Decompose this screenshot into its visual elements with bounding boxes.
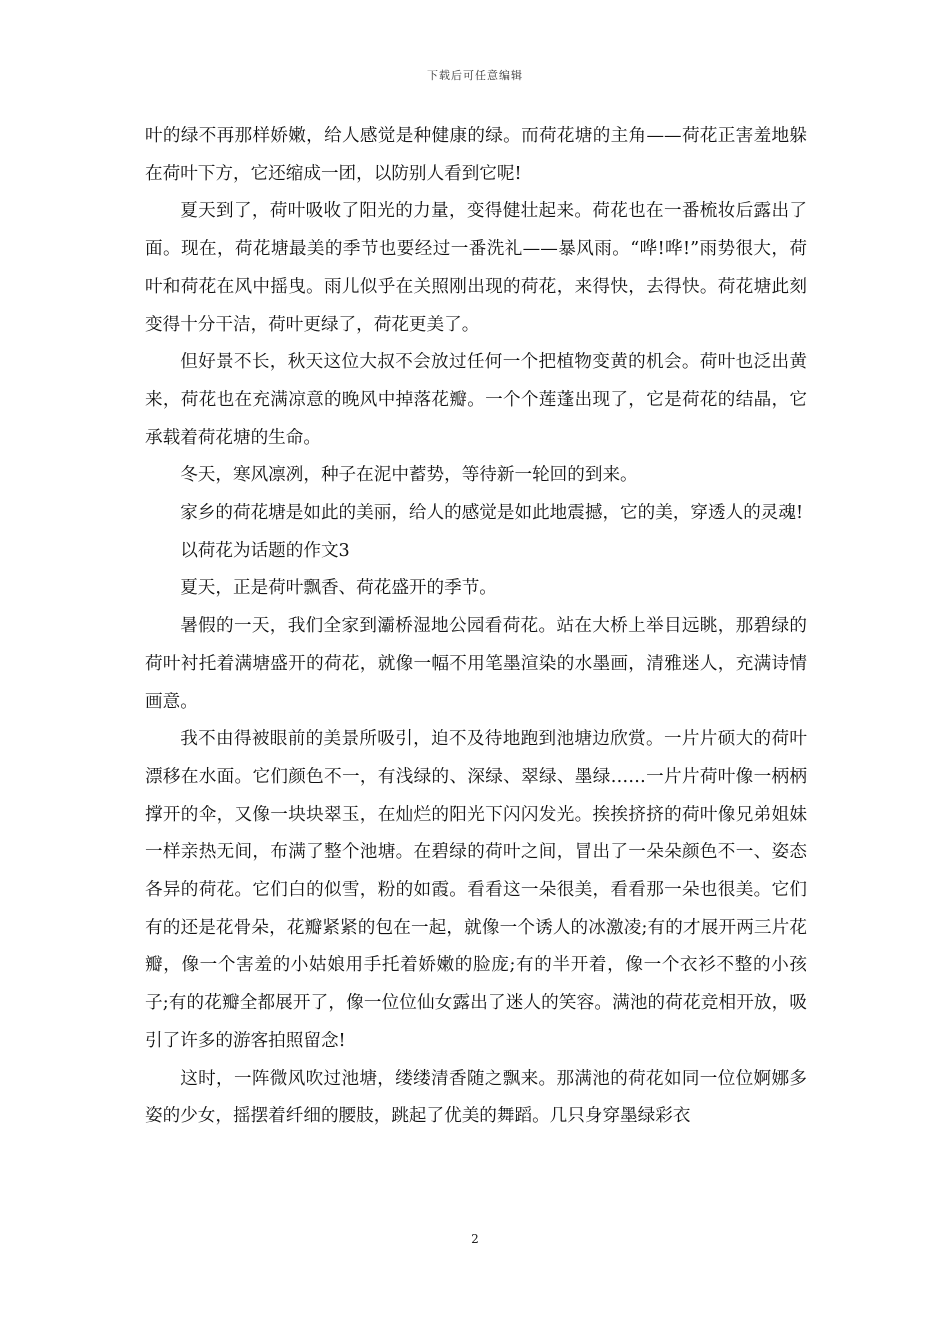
- paragraph-7: 暑假的一天，我们全家到灞桥湿地公园看荷花。站在大桥上举目远眺，那碧绿的荷叶衬托着满塘盛开的荷花，就像一幅不用笔墨渲染的水墨画，清雅迷人，充满诗情画意。: [145, 616, 807, 712]
- paragraph-1: 叶的绿不再那样娇嫩，给人感觉是种健康的绿。而荷花塘的主角——荷花正害羞地躲在荷叶下方，它还缩成一团，以防别人看到它呢!: [145, 126, 807, 184]
- paragraph-9: 这时，一阵微风吹过池塘，缕缕清香随之飘来。那满池的荷花如同一位位婀娜多姿的少女，摇摆着纤细的腰肢，跳起了优美的舞蹈。几只身穿墨绿彩衣: [145, 1068, 807, 1127]
- paragraph-4: 冬天，寒风凛冽，种子在泥中蓄势，等待新一轮回的到来。: [180, 465, 638, 486]
- page-header: 下载后可任意编辑: [427, 69, 523, 82]
- page-number: 2: [471, 1232, 479, 1246]
- paragraph-6: 夏天，正是荷叶飘香、荷花盛开的季节。: [180, 578, 497, 599]
- paragraph-3: 但好景不长，秋天这位大叔不会放过任何一个把植物变黄的机会。荷叶也泛出黄来，荷花也在充满凉意的晚风中掉落花瓣。一个个莲蓬出现了，它是荷花的结晶，它承载着荷花塘的生命。: [145, 352, 807, 448]
- paragraph-8: 我不由得被眼前的美景所吸引，迫不及待地跑到池塘边欣赏。一片片硕大的荷叶漂移在水面。它们颜色不一，有浅绿的、深绿、翠绿、墨绿……一片片荷叶像一柄柄撑开的伞，又像一块块翠玉，在灿烂的阳光下闪闪发光。挨挨挤挤的荷叶像兄弟姐妹一样亲热无间，布满了整个池塘。在碧绿的荷叶之间，冒出了一朵朵颜色不一、姿态各异的荷花。它们白的似雪，粉的如霞。看看这一朵很美，看看那一朵也很美。它们有的还是花骨朵，花瓣紧紧的包在一起，就像一个诱人的冰激凌;有的才展开两三片花瓣，像一个害羞的小姑娘用手托着娇嫩的脸庞;有的半开着，像一个衣衫不整的小孩子;有的花瓣全都展开了，像一位位仙女露出了迷人的笑容。满池的荷花竞相开放，吸引了许多的游客拍照留念!: [145, 729, 807, 1051]
- paragraph-5: 家乡的荷花塘是如此的美丽，给人的感觉是如此地震撼，它的美，穿透人的灵魂!: [180, 503, 804, 524]
- essay-title: 以荷花为话题的作文3: [180, 540, 350, 561]
- paragraph-2: 夏天到了，荷叶吸收了阳光的力量，变得健壮起来。荷花也在一番梳妆后露出了面。现在，荷花塘最美的季节也要经过一番洗礼——暴风雨。“哗!哗!”雨势很大，荷叶和荷花在风中摇曳。雨儿似乎在关照刚出现的荷花，来得快，去得快。荷花塘此刻变得十分干洁，荷叶更绿了，荷花更美了。: [145, 201, 807, 335]
- body-text: [145, 118, 807, 1136]
